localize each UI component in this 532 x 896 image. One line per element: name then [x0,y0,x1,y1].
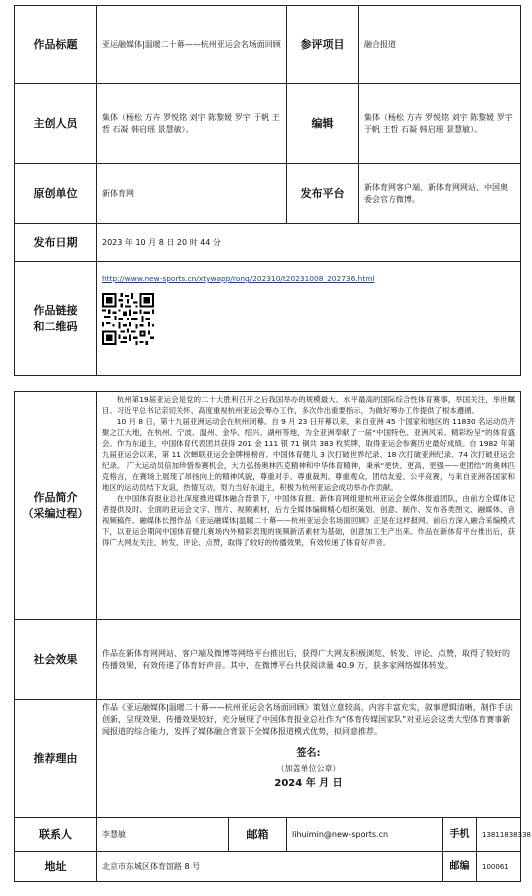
row-contact [15,818,521,852]
platform-label: 发布平台 [287,164,359,224]
row-title [15,6,521,84]
row-address [15,852,521,882]
platform-value: 新体育网客户端、新体育网网站、中国奥委会官方微博。 [359,164,521,224]
sign-date: 2024 年 月 日 [274,778,343,789]
link-label-line2: 和二维码 [33,319,78,333]
row-origin [15,164,521,224]
link-cell [97,262,521,376]
email-value: lihuimin@new-sports.cn [287,818,443,852]
reason-label: 推荐理由 [15,700,97,818]
row-reason [15,700,521,818]
row-date [15,224,521,262]
row-link [15,262,521,376]
contact-value: 李慧敏 [97,818,229,852]
email-label: 邮箱 [229,818,287,852]
creators-value: 集体（杨松 方卉 罗悦铭 刘宇 陈黎媛 罗宇 于帆 王哲 石凝 韩启瑶 景慧敏）。 [97,84,287,164]
intro-paragraph: 在中国体育报业总社深度推进媒体融合背景下，中国体育报、新体育网组建杭州亚运会全媒体报道团队，由前方全媒体记者提供及时、全面的亚运会文字、图片、视频素材，后方全媒体编辑精心组织策划、创意、制作、发布各类图文、融媒体、音视频稿件。融媒体长图作品《亚运融媒体|温暖二十幕——杭州亚运会名场面回顾》正是在这样报网、前后方深入融合采编模式下，以亚运会期间中国体育健儿赛场内外精彩表现的视频新活素材为基础，创意加工生产出来。作品在新体育平台推出后，获得广大网友关注、转发、评论、点赞，取得了较好的传播效果，有效传递了体育好声音。 [102,494,516,547]
intro-label-line2: （采编过程） [22,506,89,520]
intro-label [15,392,97,620]
reason-cell [97,700,521,818]
link-label-line1: 作品链接 [33,303,78,317]
phone-value: 13811838338 [477,818,521,852]
category-value: 融合报道 [359,6,521,84]
contact-label: 联系人 [15,818,97,852]
intro-paragraph: 杭州第19届亚运会是党的二十大胜利召开之后我国举办的规模最大、水平最高的国际综合性体育赛事，举国关注，举世瞩目。习近平总书记亲切关怀、高度重视杭州亚运会筹办工作，多次作出重要指示，为做好筹办工作提供了根本遵循。 [102,395,516,415]
date-label: 发布日期 [15,224,97,262]
intro-value [97,392,521,620]
qr-code-image [102,293,154,345]
creators-label: 主创人员 [15,84,97,164]
row-creators [15,84,521,164]
date-value: 2023 年 10 月 8 日 20 时 44 分 [97,224,521,262]
intro-paragraph: 10 月 8 日，第十九届亚洲运动会在杭州闭幕。自 9 月 23 日开幕以来，来自亚洲 45 个国家和地区的 11830 名运动员齐聚之江大地，在杭州、宁波、温州、金华、绍兴、湖州等地，为全亚洲奉献了一届“中国特色、亚洲风采、精彩纷呈”的体育盛会。作为东道主，中国体育代表团共获得 201 金 111 银 71 铜共 383 枚奖牌，取得亚运会参赛历史最好成绩。自 1982 年第九届亚运会以来，第 11 次蝉联亚运会金牌榜榜首。中国体育健儿 3 次打破世界纪录、18 次打破亚洲纪录、74 次打破亚运会纪录。 广大运动员倍加珍惜参赛机会，大力弘扬奥林匹克精神和中华体育精神，秉承“更快、更高、更强——更团结”的奥林匹克格言，在赛场上展现了昂扬向上的精神风貌，尊重对手、尊重裁判、尊重观众，团结友爱、公平竞赛，与来自亚洲各国家和地区的运动员结下友谊，热情互动，努力当好东道主，积极为杭州亚运会成功举办作贡献。 [102,417,516,492]
link-label [15,262,97,376]
signature-label: 签名: [296,748,321,759]
category-label: 参评项目 [287,6,359,84]
title-value: 亚运融媒体|温暖二十幕——杭州亚运会名场面回顾 [97,6,287,84]
postcode-label: 邮编 [443,852,477,882]
row-effect [15,620,521,700]
row-intro [15,392,521,620]
editors-label: 编辑 [287,84,359,164]
signature-block [102,746,515,791]
work-link[interactable]: http://www.new-sports.cn/xtywapp/rong/202310/t20231008_202736.html [102,274,375,283]
intro-label-line1: 作品简介 [33,490,78,504]
origin-label: 原创单位 [15,164,97,224]
reason-value: 作品《亚运融媒体|温暖二十幕——杭州亚运会名场面回顾》策划立意较高，内容丰富充实，叙事逻辑清晰，制作手法创新，呈现效果、传播效果较好，充分展现了中国体育报业总社作为“体育传媒国家队”对亚运会这类大型体育赛事新闻报道的综合能力，发挥了媒体融合背景下全媒体报道模式优势，拟同意推荐。 [102,703,513,736]
editors-value: 集体（杨松 方卉 罗悦铭 刘宇 陈黎媛 罗宇 于帆 王哲 石凝 韩启瑶 景慧敏）。 [359,84,521,164]
effect-value: 作品在新体育网网站、客户端及微博等网络平台推出后，获得广大网友积极浏览、转发、评论、点赞，取得了较好的传播效果，有效传递了体育好声音。其中，在微博平台共获阅读量 40.9 万，获多家网络媒体转发。 [97,620,521,700]
address-value: 北京市东城区体育馆路 8 号 [97,852,443,882]
effect-label: 社会效果 [15,620,97,700]
phone-label: 手机 [443,818,477,852]
title-label: 作品标题 [15,6,97,84]
origin-value: 新体育网 [97,164,287,224]
address-label: 地址 [15,852,97,882]
top-info-table [14,5,521,376]
stamp-note: （加盖单位公章） [276,764,341,773]
postcode-value: 100061 [477,852,521,882]
bottom-info-table [14,391,531,882]
